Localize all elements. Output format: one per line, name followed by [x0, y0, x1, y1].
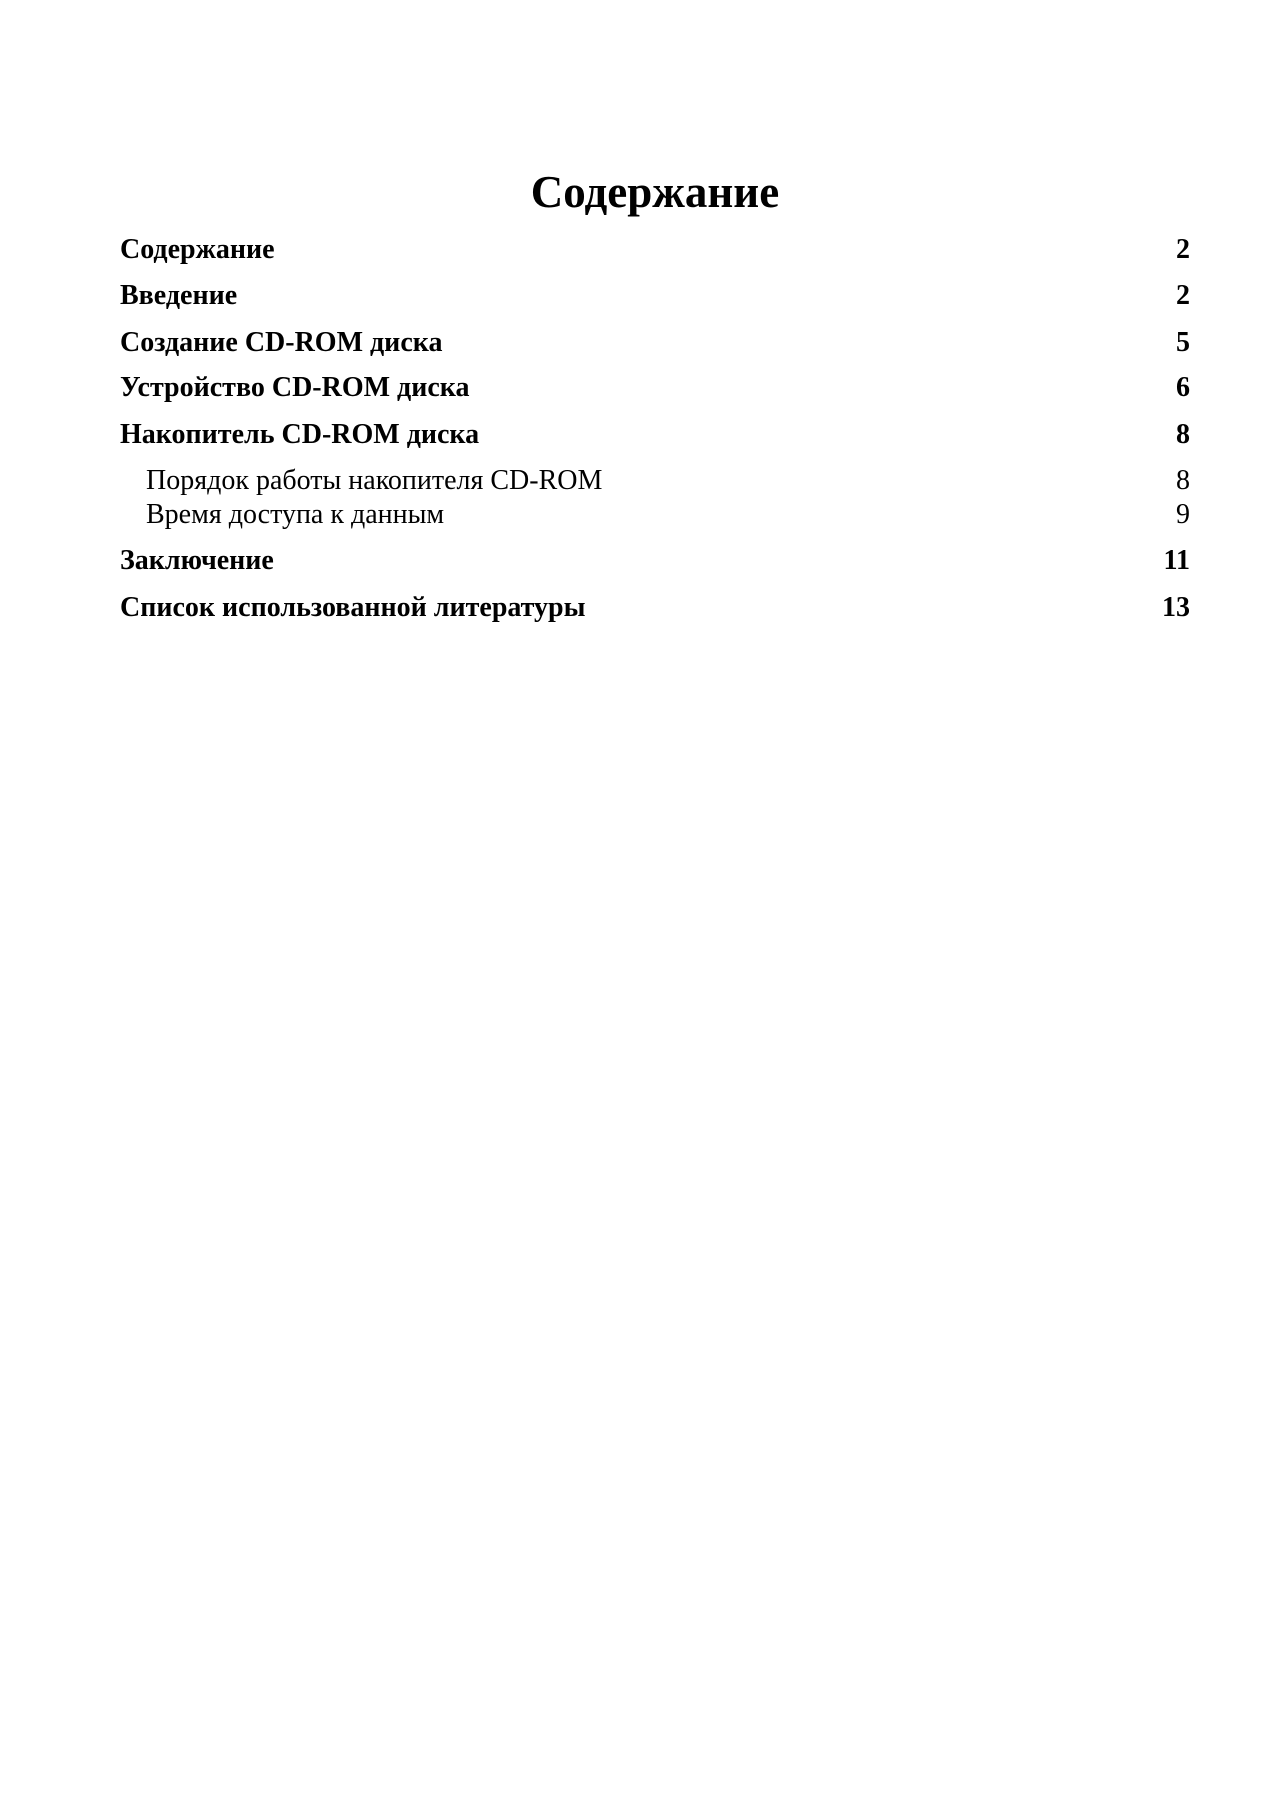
- toc-entry-page: 2: [1176, 234, 1190, 265]
- toc-entry: [120, 417, 1190, 453]
- toc-subentry: [120, 464, 1190, 498]
- toc-entry-title: Введение: [120, 280, 238, 311]
- toc-entry-page: 5: [1176, 327, 1190, 358]
- toc-entry-title: Заключение: [120, 545, 274, 576]
- toc-entry-page: 8: [1176, 465, 1190, 496]
- toc-entry-page: 11: [1163, 545, 1190, 576]
- toc-entry-title: Порядок работы накопителя CD-ROM: [146, 465, 603, 496]
- toc-entry-page: 13: [1162, 592, 1190, 623]
- toc-entry-title: Время доступа к данным: [146, 499, 445, 530]
- toc-entry-page: 9: [1176, 499, 1190, 530]
- toc-entry-page: 6: [1176, 372, 1190, 403]
- toc-subentry: [120, 498, 1190, 532]
- toc-entry-page: 8: [1176, 419, 1190, 450]
- toc-entry-title: Устройство CD-ROM диска: [120, 372, 470, 403]
- toc-entry: [120, 590, 1190, 626]
- toc-entry: [120, 232, 1190, 268]
- toc-entry-title: Содержание: [120, 234, 275, 265]
- toc-entry-title: Накопитель CD-ROM диска: [120, 419, 480, 450]
- toc-entry-page: 2: [1176, 280, 1190, 311]
- toc-entry: [120, 543, 1190, 579]
- toc-heading: Содержание: [530, 167, 780, 217]
- toc-entry: [120, 370, 1190, 406]
- toc-entry: [120, 278, 1190, 314]
- toc-entry-title: Создание CD-ROM диска: [120, 327, 443, 358]
- toc-entry-title: Список использованной литературы: [120, 592, 586, 623]
- toc-entry: [120, 325, 1190, 361]
